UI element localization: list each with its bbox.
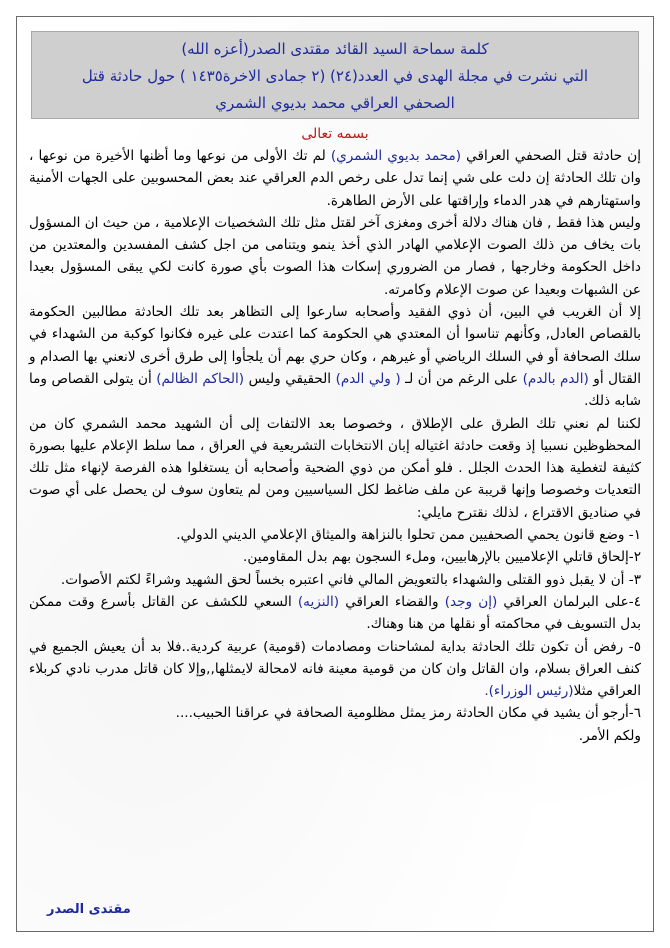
document-frame	[16, 16, 654, 932]
list-item-4	[29, 591, 641, 636]
highlight-blood-for-blood: (الدم بالدم)	[522, 370, 589, 387]
paragraph-2: وليس هذا فقط , فان هناك دلالة أخرى ومغزى آخر لقتل مثل تلك الشخصيات الإعلامية ، من حيث ان المسؤول بات يخاف من ذلك الصوت الإعلامي الهادر الذي أخذ ينمو ويتنامى من اجل كشف المفسدين والمعتدين من داخل الحكومة وخارجها , فصار من الضروري إسكات هذا الصوت بأي صورة كانت لكي يبقى المسؤول بعيدا عن الشبهات وبعيدا عن صوت الإعلام وكامرته.	[29, 214, 641, 298]
title-line-2: التي نشرت في مجلة الهدى في العدد(٢٤) (٢ جمادى الاخرة١٤٣٥ ) حول حادثة قتل	[81, 67, 589, 85]
title-box	[31, 31, 639, 119]
paragraph-3-text-a: إلا أن الغريب في البين، أن ذوي الفقيد وأصحابه سارعوا إلى التظاهر بعد تلك الحادثة مطالبين الحكومة بالقصاص العادل, وكأنهم تناسوا أن المعتدي هي الحكومة كما اعتدت على غيره فكانوا كوكبة من الشهداء في سلك الصحافة أو في السلك الرياضي أو غيرهم ، وكان حري بهم أن يلجأوا إلى طرق أخرى لانعني بها الصدام و القتال أو	[29, 304, 642, 387]
list-item-6: ٦-أرجو أن يشيد في مكان الحادثة رمز يمثل مظلومية الصحافة في عراقنا الحبيب....	[175, 705, 641, 722]
basmala: بسمه تعالى	[301, 126, 369, 142]
victim-name: (محمد بديوي الشمري)	[330, 148, 462, 164]
paragraph-3-text-e: الحقيقي وليس	[244, 370, 336, 387]
list-item-4-text-e: السعي للكشف عن القاتل بأسرع وقت ممكن بدل التسويف في محاكمته أو نقلها من هنا وهناك.	[29, 593, 641, 633]
list-item-1: ١- وضع قانون يحمي الصحفيين ممن تحلوا بالنزاهة والميثاق الإعلامي الديني الدولي.	[176, 527, 641, 544]
paragraph-1-text-a: إن حادثة قتل الصحفي العراقي	[461, 148, 641, 164]
signature: مقتدى الصدر	[47, 902, 131, 917]
highlight-impartial: (النزيه)	[297, 593, 340, 610]
highlight-guardian-of-blood: ( ولي الدم)	[335, 370, 401, 387]
paragraph-3-text-c: على الرغم من أن لـ	[400, 370, 523, 387]
highlight-if-exists: (إن وجد)	[444, 593, 498, 610]
paragraph-4: لكننا لم نعني تلك الطرق على الإطلاق ، وخصوصا بعد الالتفات إلى أن الشهيد محمد الشمري كان من المحظوظين نسبيا إذ وقعت حادثة اغتياله إبان الانتخابات التشريعية في العراق ، مما سلط الإعلام عليها بصورة كثيفة لتغطية هذا الحدث الجلل . فلو أمكن من ذوي الضحية وأصحابه أن يستغلوا هذه الفرصة لإنهاء مثل تلك التعديات وخصوصا وإنها قريبة عن ملف ضاغط لكل السياسيين ومن لم يتعاون سوف لن يحصل على أي صوت في صناديق الاقتراع ، لذلك نقترح مايلي:	[29, 415, 641, 521]
list-item-3: ٣- أن لا يقبل ذوو القتلى والشهداء بالتعويض المالي فاني اعتبره بخساً لحق الشهيد وشراءً لكتم الأصوات.	[60, 571, 641, 588]
list-item-4-text-a: ٤-على البرلمان العراقي	[497, 593, 642, 610]
title-line-3: الصحفي العراقي محمد بديوي الشمري	[215, 94, 455, 112]
closing-line: ولكم الأمر.	[578, 727, 641, 744]
list-item-4-text-c: والقضاء العراقي	[339, 593, 445, 610]
list-item-5-text-a: ٥- رفض أن تكون تلك الحادثة بداية لمشاحنات ومصادمات (قومية) عربية كردية..فلا بد أن يعيش الجميع في كنف العراق بسلام، وان القاتل وان كان من قومية معينة فانه لامحالة لايمثلها,,وإلا كان قاتل مدرب نادي كربلاء العراقي مثلا	[29, 638, 641, 700]
highlight-prime-minister: (رئيس الوزراء).	[484, 683, 574, 700]
paragraph-3	[29, 301, 641, 412]
article-body	[29, 145, 641, 747]
list-item-2: ٢-إلحاق قاتلي الإعلاميين بالإرهابيين، وملء السجون بهم بدل المقاومين.	[243, 549, 641, 566]
highlight-unjust-ruler: (الحاكم الظالم)	[156, 370, 245, 387]
paragraph-1	[29, 145, 641, 212]
list-item-5	[29, 636, 641, 703]
paragraph-1-text-c: لم تك الأولى من نوعها وما أظنها الأخيرة من نوعها ، وان تلك الحادثة إن دلت على شي إنما تدل على رخص الدم العراقي عند بعض المحسوبين على الجهات الأمنية واستهتارهم في هدر الدماء وإراقتها على الأرض الطاهرة.	[29, 148, 641, 209]
title-line-1: كلمة سماحة السيد القائد مقتدى الصدر(أعزه الله)	[181, 40, 489, 58]
paragraph-3-text-g: أن يتولى القصاص وما شابه ذلك.	[29, 370, 641, 410]
